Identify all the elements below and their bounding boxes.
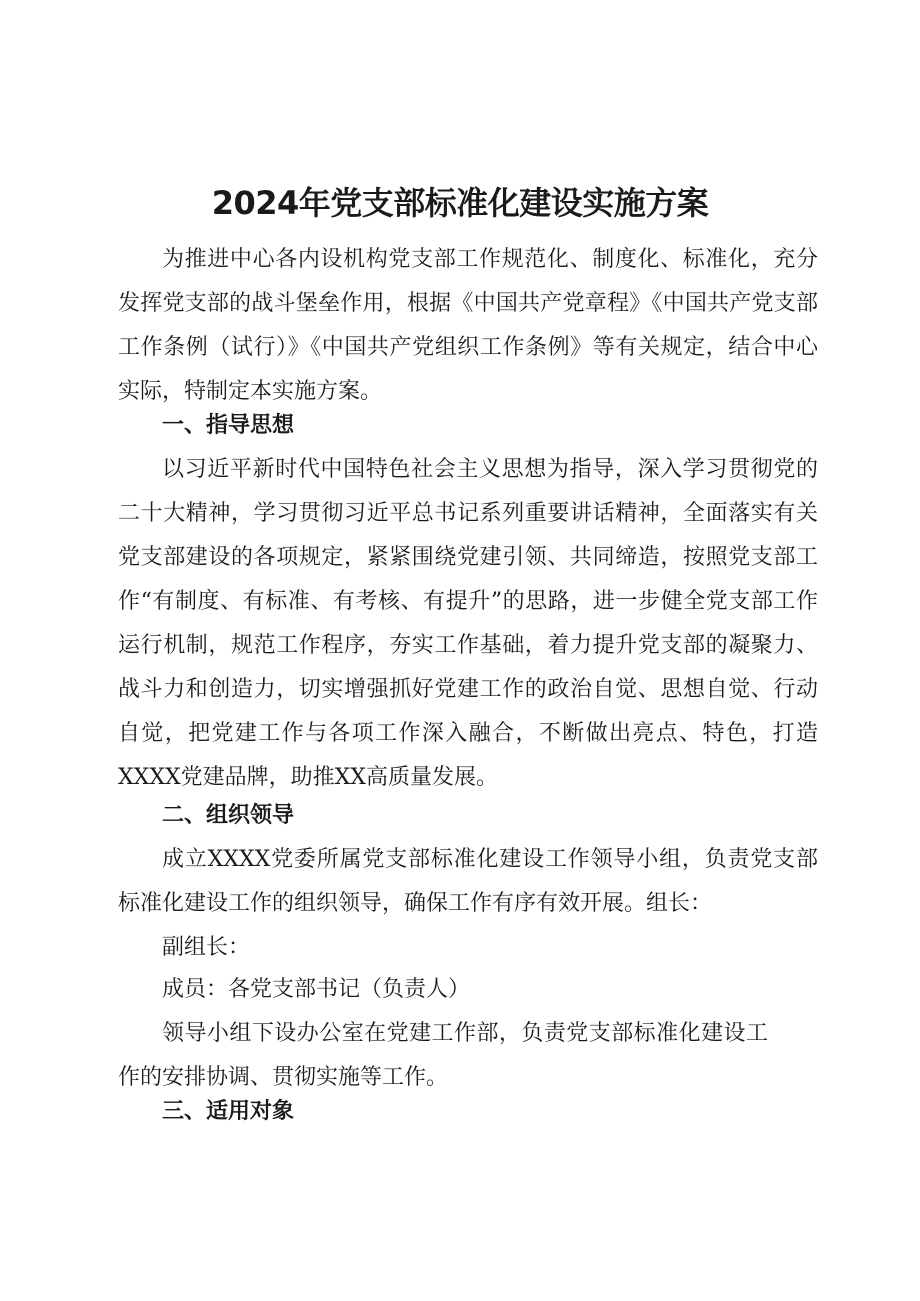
deputy-leader-line: 副组长：	[162, 935, 251, 960]
section-heading-scope: 三、适用对象	[162, 1099, 295, 1124]
office-paragraph: 领导小组下设办公室在党建工作部，负责党支部标准化建设工作的安排协调、贯彻实施等工作。	[118, 1021, 768, 1090]
intro-paragraph: 为推进中心各内设机构党支部工作规范化、制度化、标准化，充分发挥党支部的战斗堡垒作用，根据《中国共产党章程》《中国共产党支部工作条例（试行）》《中国共产党组织工作条例》等有关规定，结合中心实际，特制定本实施方案。	[118, 247, 818, 404]
section-heading-guiding-ideology: 一、指导思想	[162, 413, 295, 438]
section-heading-leadership: 二、组织领导	[162, 803, 295, 828]
members-line: 成员：各党支部书记（负责人）	[162, 977, 471, 1002]
guiding-ideology-paragraph: 以习近平新时代中国特色社会主义思想为指导，深入学习贯彻党的二十大精神，学习贯彻习近平总书记系列重要讲话精神，全面落实有关党支部建设的各项规定，紧紧围绕党建引领、共同缔造，按照党支部工作“有制度、有标准、有考核、有提升”的思路，进一步健全党支部工作运行机制，规范工作程序，夯实工作基础，着力提升党支部的凝聚力、战斗力和创造力，切实增强抓好党建工作的政治自觉、思想自觉、行动自觉，把党建工作与各项工作深入融合，不断做出亮点、特色，打造XXXX党建品牌，助推XX高质量发展。	[118, 457, 818, 790]
document-title: 2024年党支部标准化建设实施方案	[211, 184, 709, 222]
leadership-paragraph: 成立XXXX党委所属党支部标准化建设工作领导小组，负责党支部标准化建设工作的组织领导，确保工作有序有效开展。组长：	[118, 847, 818, 916]
